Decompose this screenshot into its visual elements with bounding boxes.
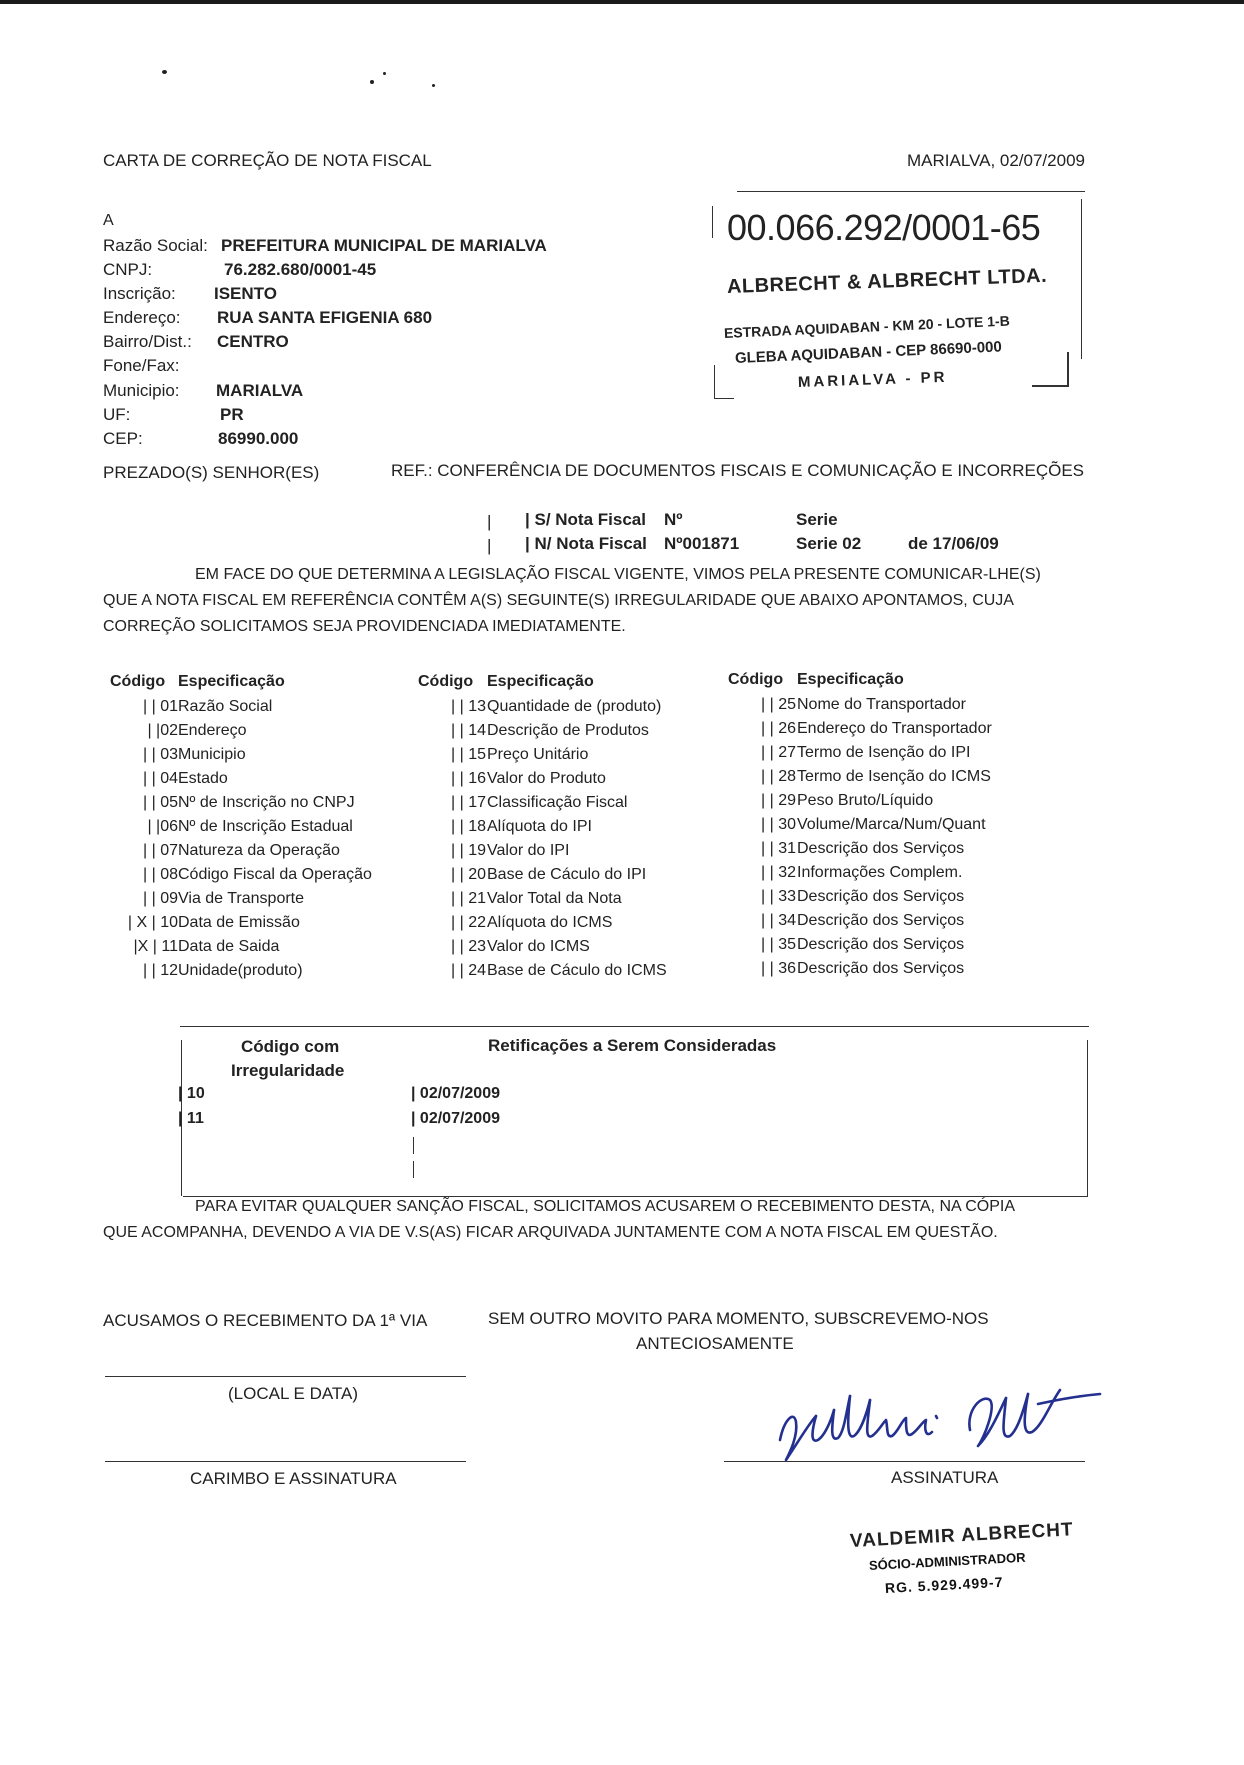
column-header-code: Código bbox=[418, 673, 474, 690]
stamp-signature-line bbox=[105, 1461, 466, 1462]
greeting: PREZADO(S) SENHOR(ES) bbox=[103, 463, 320, 482]
recipient-label: UF: bbox=[103, 405, 131, 424]
signer-rg: RG. 5.929.499-7 bbox=[884, 1573, 1004, 1596]
farewell-line: SEM OUTRO MOVITO PARA MOMENTO, SUBSCREVEMO-NOS bbox=[488, 1309, 989, 1328]
correction-code: | 11 bbox=[178, 1110, 204, 1127]
stamp-city: MARIALVA - PR bbox=[797, 368, 948, 391]
stamp-cnpj: 00.066.292/0001-65 bbox=[727, 207, 1041, 248]
recipient-value: MARIALVA bbox=[216, 381, 304, 400]
recipient-value: 76.282.680/0001-45 bbox=[224, 260, 377, 279]
recipient-value: ISENTO bbox=[214, 284, 277, 303]
signer-role: SÓCIO-ADMINISTRADOR bbox=[868, 1549, 1026, 1573]
nota-date: de 17/06/09 bbox=[908, 534, 999, 553]
stamp-company: ALBRECHT & ALBRECHT LTDA. bbox=[726, 264, 1048, 298]
stamp-address1: ESTRADA AQUIDABAN - KM 20 - LOTE 1-B bbox=[723, 312, 1011, 341]
scan-speck bbox=[432, 84, 435, 87]
recipient-label: CEP: bbox=[103, 429, 143, 448]
corrections-header-code: Código com bbox=[241, 1037, 340, 1056]
column-header-spec: Especificação bbox=[797, 671, 904, 688]
recipient-label: Inscrição: bbox=[103, 284, 176, 303]
recipient-to: A bbox=[103, 212, 114, 229]
recipient-label: Bairro/Dist.: bbox=[103, 332, 192, 351]
recipient-label: Razão Social: bbox=[103, 236, 208, 255]
nota-label: N/ Nota Fiscal bbox=[534, 534, 647, 553]
corrections-header-retifications: Retificações a Serem Consideradas bbox=[488, 1036, 777, 1055]
corrections-header-code: Irregularidade bbox=[231, 1061, 345, 1080]
nota-number: Nº bbox=[664, 510, 683, 529]
local-date-label: (LOCAL E DATA) bbox=[228, 1384, 359, 1403]
scan-speck bbox=[370, 80, 374, 84]
column-header-spec: Especificação bbox=[178, 673, 285, 690]
recipient-value: 86990.000 bbox=[218, 429, 299, 448]
recipient-label: Endereço: bbox=[103, 308, 181, 327]
nota-number: Nº001871 bbox=[664, 534, 740, 553]
codes-column-2: Código Especificação | | 13 Quantidade de (produto) | | 14 Descrição de Produtos | | 15 Preço Unitário | | 16 Valor do Produto | | 17 Classificação Fiscal | | 18 Alíquota do IPI | | 19 Valor do IPI | | 20 Base de Cáculo do IPI | | 21 Valor Total da Nota | | 22 Alíquota do ICMS | | 23 Valor do ICMS | | 24 Base de Cáculo do ICMS bbox=[418, 673, 667, 979]
signature-label: ASSINATURA bbox=[891, 1468, 999, 1487]
place-date: MARIALVA, 02/07/2009 bbox=[907, 151, 1085, 170]
stamp-address2: GLEBA AQUIDABAN - CEP 86690-000 bbox=[734, 338, 1003, 367]
nota-serie: Serie bbox=[796, 510, 838, 529]
recipient-value: CENTRO bbox=[217, 332, 289, 351]
scan-top-edge bbox=[0, 0, 1244, 4]
codes-column-3: Código Especificação | | 25 Nome do Transportador | | 26 Endereço do Transportador | | 27 Termo de Isenção do IPI | | 28 Termo de Isenção do ICMS | | 29 Peso Bruto/Líquido | | 30 Volume/Marca/Num/Quant | | 31 Descrição dos Serviços | | 32 Informações Complem. | | 33 Descrição dos Serviços | | 34 Descrição dos Serviços | | 35 Descrição dos Serviços | | 36 Descrição dos Serviços bbox=[728, 671, 992, 977]
local-date-line bbox=[105, 1376, 466, 1377]
correction-code: | 10 bbox=[178, 1085, 205, 1102]
closing-paragraph: PARA EVITAR QUALQUER SANÇÃO FISCAL, SOLICITAMOS ACUSAREM O RECEBIMENTO DESTA, NA CÓPIA QUE ACOMPANHA, DEVENDO A VIA DE V.S(AS) FICAR ARQUIVADA JUNTAMENTE COM A NOTA FISCAL EM QUESTÃO. bbox=[103, 1198, 1016, 1241]
signer-name: VALDEMIR ALBRECHT bbox=[849, 1519, 1075, 1552]
document-title: CARTA DE CORREÇÃO DE NOTA FISCAL bbox=[103, 151, 432, 170]
recipient-value: PR bbox=[220, 405, 244, 424]
correction-value: | 02/07/2009 bbox=[411, 1085, 500, 1102]
nota-label: S/ Nota Fiscal bbox=[534, 510, 646, 529]
column-header-code: Código bbox=[728, 671, 784, 688]
handwritten-signature bbox=[760, 1380, 1120, 1480]
recipient-label: CNPJ: bbox=[103, 260, 153, 279]
scan-speck bbox=[162, 70, 167, 74]
receipt-acknowledgement: ACUSAMOS O RECEBIMENTO DA 1ª VIA bbox=[103, 1311, 428, 1330]
farewell-line: ANTECIOSAMENTE bbox=[636, 1334, 794, 1353]
nota-serie: Serie 02 bbox=[796, 534, 862, 553]
column-header-code: Código bbox=[110, 673, 166, 690]
intro-paragraph: EM FACE DO QUE DETERMINA A LEGISLAÇÃO FISCAL VIGENTE, VIMOS PELA PRESENTE COMUNICAR-LHE(S) QUE A NOTA FISCAL EM REFERÊNCIA CONTÊM A(S) SEGUINTE(S) IRREGULARIDADE QUE ABAIXO APONTAMOS, CUJA CORREÇÃO SOLICITAMOS SEJA PROVIDENCIADA IMEDIATAMENTE. bbox=[103, 566, 1041, 635]
column-header-spec: Especificação bbox=[487, 673, 594, 690]
recipient-label: Municipio: bbox=[103, 381, 180, 400]
recipient-value: PREFEITURA MUNICIPAL DE MARIALVA bbox=[221, 236, 547, 255]
codes-column-1: Código Especificação | | 01 Razão Social | |02 Endereço | | 03 Municipio | | 04 Estado | | 05 Nº de Inscrição no CNPJ | |06 Nº de Inscrição Estadual | | 07 Natureza da Operação | | 08 Código Fiscal da Operação | | 09 Via de Transporte | X | 10 Data de Emissão |X | 11 Data de Saida | | 12 Unidade(produto) bbox=[110, 673, 372, 979]
stamp-signature-label: CARIMBO E ASSINATURA bbox=[190, 1469, 397, 1488]
recipient-value: RUA SANTA EFIGENIA 680 bbox=[217, 308, 433, 327]
reference: REF.: CONFERÊNCIA DE DOCUMENTOS FISCAIS E COMUNICAÇÃO E INCORREÇÕES bbox=[391, 461, 1084, 480]
correction-value: | 02/07/2009 bbox=[411, 1110, 500, 1127]
scan-speck bbox=[383, 72, 386, 75]
recipient-label: Fone/Fax: bbox=[103, 356, 180, 375]
